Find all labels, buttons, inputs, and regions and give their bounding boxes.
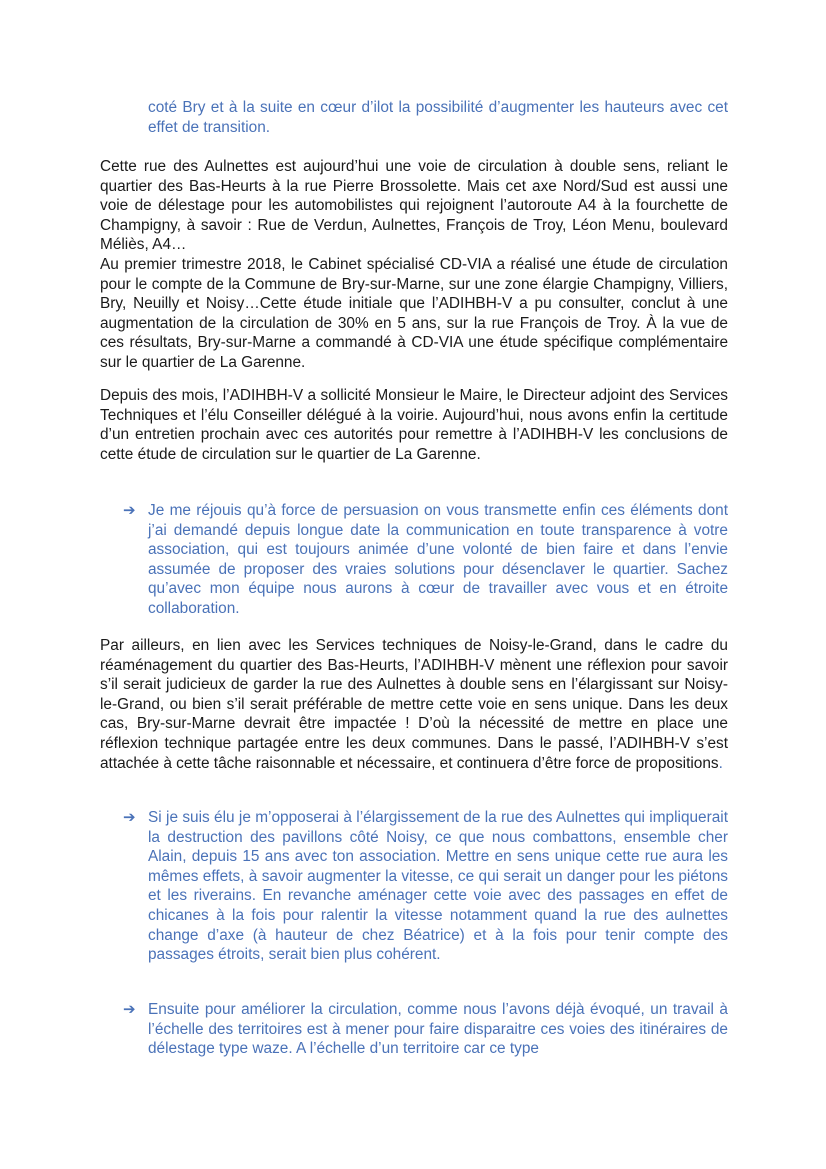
response-item-widening [123,808,728,965]
paragraph-cd-via-study: Au premier trimestre 2018, le Cabinet spécialisé CD-VIA a réalisé une étude de circulation pour le compte de la Commune de Bry-sur-Marne, sur une zone élargie Champigny, Villiers, Bry, Neuilly et Noisy…Cette étude initiale que l’ADIHBH-V a pu consulter, conclut à une augmentation de la circulation de 30% en 5 ans, sur la rue François de Troy. À la vue de ces résultats, Bry-sur-Marne a commandé à CD-VIA une étude spécifique complémentaire sur le quartier de La Garenne. [100,256,728,371]
paragraph-noisy-text: Par ailleurs, en lien avec les Services techniques de Noisy-le-Grand, dans le cadre du réaménagement du quartier des Bas-Heurts, l’ADIHBH-V mènent une réflexion pour savoir s’il serait judicieux de garder la rue des Aulnettes à double sens en l’élargissant sur Noisy-le-Grand, ou bien s’il serait préférable de mettre cette voie en sens unique. Dans les deux cas, Bry-sur-Marne devrait être impactée ! D’où la nécessité de mettre en place une réflexion technique partagée entre les deux communes. Dans le passé, l’ADIHBH-V s’est attachée à cette tâche raisonnable et nécessaire, et continuera d’être force de propositions [100,637,728,772]
arrow-right-icon: ➔ [123,502,136,519]
paragraph-noisy-reflection [100,636,728,773]
response-item-transparency [123,501,728,619]
arrow-right-icon: ➔ [123,1001,136,1018]
intro-continuation: coté Bry et à la suite en cœur d’ilot la possibilité d’augmenter les hauteurs avec cet effet de transition. [148,99,728,136]
response-text: Ensuite pour améliorer la circulation, comme nous l’avons déjà évoqué, un travail à l’échelle des territoires est à mener pour faire disparaitre ces voies des itinéraires de délestage type waze. A l’échelle d’un territoire car ce type [148,1001,728,1058]
arrow-right-icon: ➔ [123,809,136,826]
paragraph-trailing-dot: . [718,754,723,772]
paragraph-aulnettes-street: Cette rue des Aulnettes est aujourd’hui une voie de circulation à double sens, reliant le quartier des Bas-Heurts à la rue Pierre Brossolette. Mais cet axe Nord/Sud est aussi une voie de délestage pour les automobilistes qui rejoignent l’autoroute A4 à la fourchette de Champigny, à savoir : Rue de Verdun, Aulnettes, François de Troy, Léon Menu, boulevard Méliès, A4… [100,158,728,254]
paragraph-adihbh-requests: Depuis des mois, l’ADIHBH-V a sollicité Monsieur le Maire, le Directeur adjoint des Services Techniques et l’élu Conseiller délégué à la voirie. Aujourd’hui, nous avons enfin la certitude d’un entretien prochain avec ces autorités pour remettre à l’ADIHBH-V les conclusions de cette étude de circulation sur le quartier de La Garenne. [100,387,728,463]
response-item-circulation [123,1000,728,1059]
response-text: Si je suis élu je m’opposerai à l’élargissement de la rue des Aulnettes qui impliquerait la destruction des pavillons côté Noisy, ce que nous combattons, ensemble cher Alain, depuis 15 ans avec ton association. Mettre en sens unique cette rue aura les mêmes effets, à savoir augmenter la vitesse, ce qui serait un danger pour les piétons et les riverains. En revanche aménager cette voie avec des passages en effet de chicanes à la fois pour ralentir la vitesse notamment quand la rue des aulnettes change d’axe (à hauteur de chez Béatrice) et à la fois pour tenir compte des passages étroits, serait bien plus cohérent. [148,809,728,964]
response-text: Je me réjouis qu’à force de persuasion on vous transmette enfin ces éléments dont j’ai demandé depuis longue date la communication en toute transparence à votre association, qui est toujours animée d’une volonté de bien faire et dans l’envie assumée de proposer des vraies solutions pour désenclaver le quartier. Sachez qu’avec mon équipe nous aurons à cœur de travailler avec vous et en étroite collaboration. [148,502,728,617]
